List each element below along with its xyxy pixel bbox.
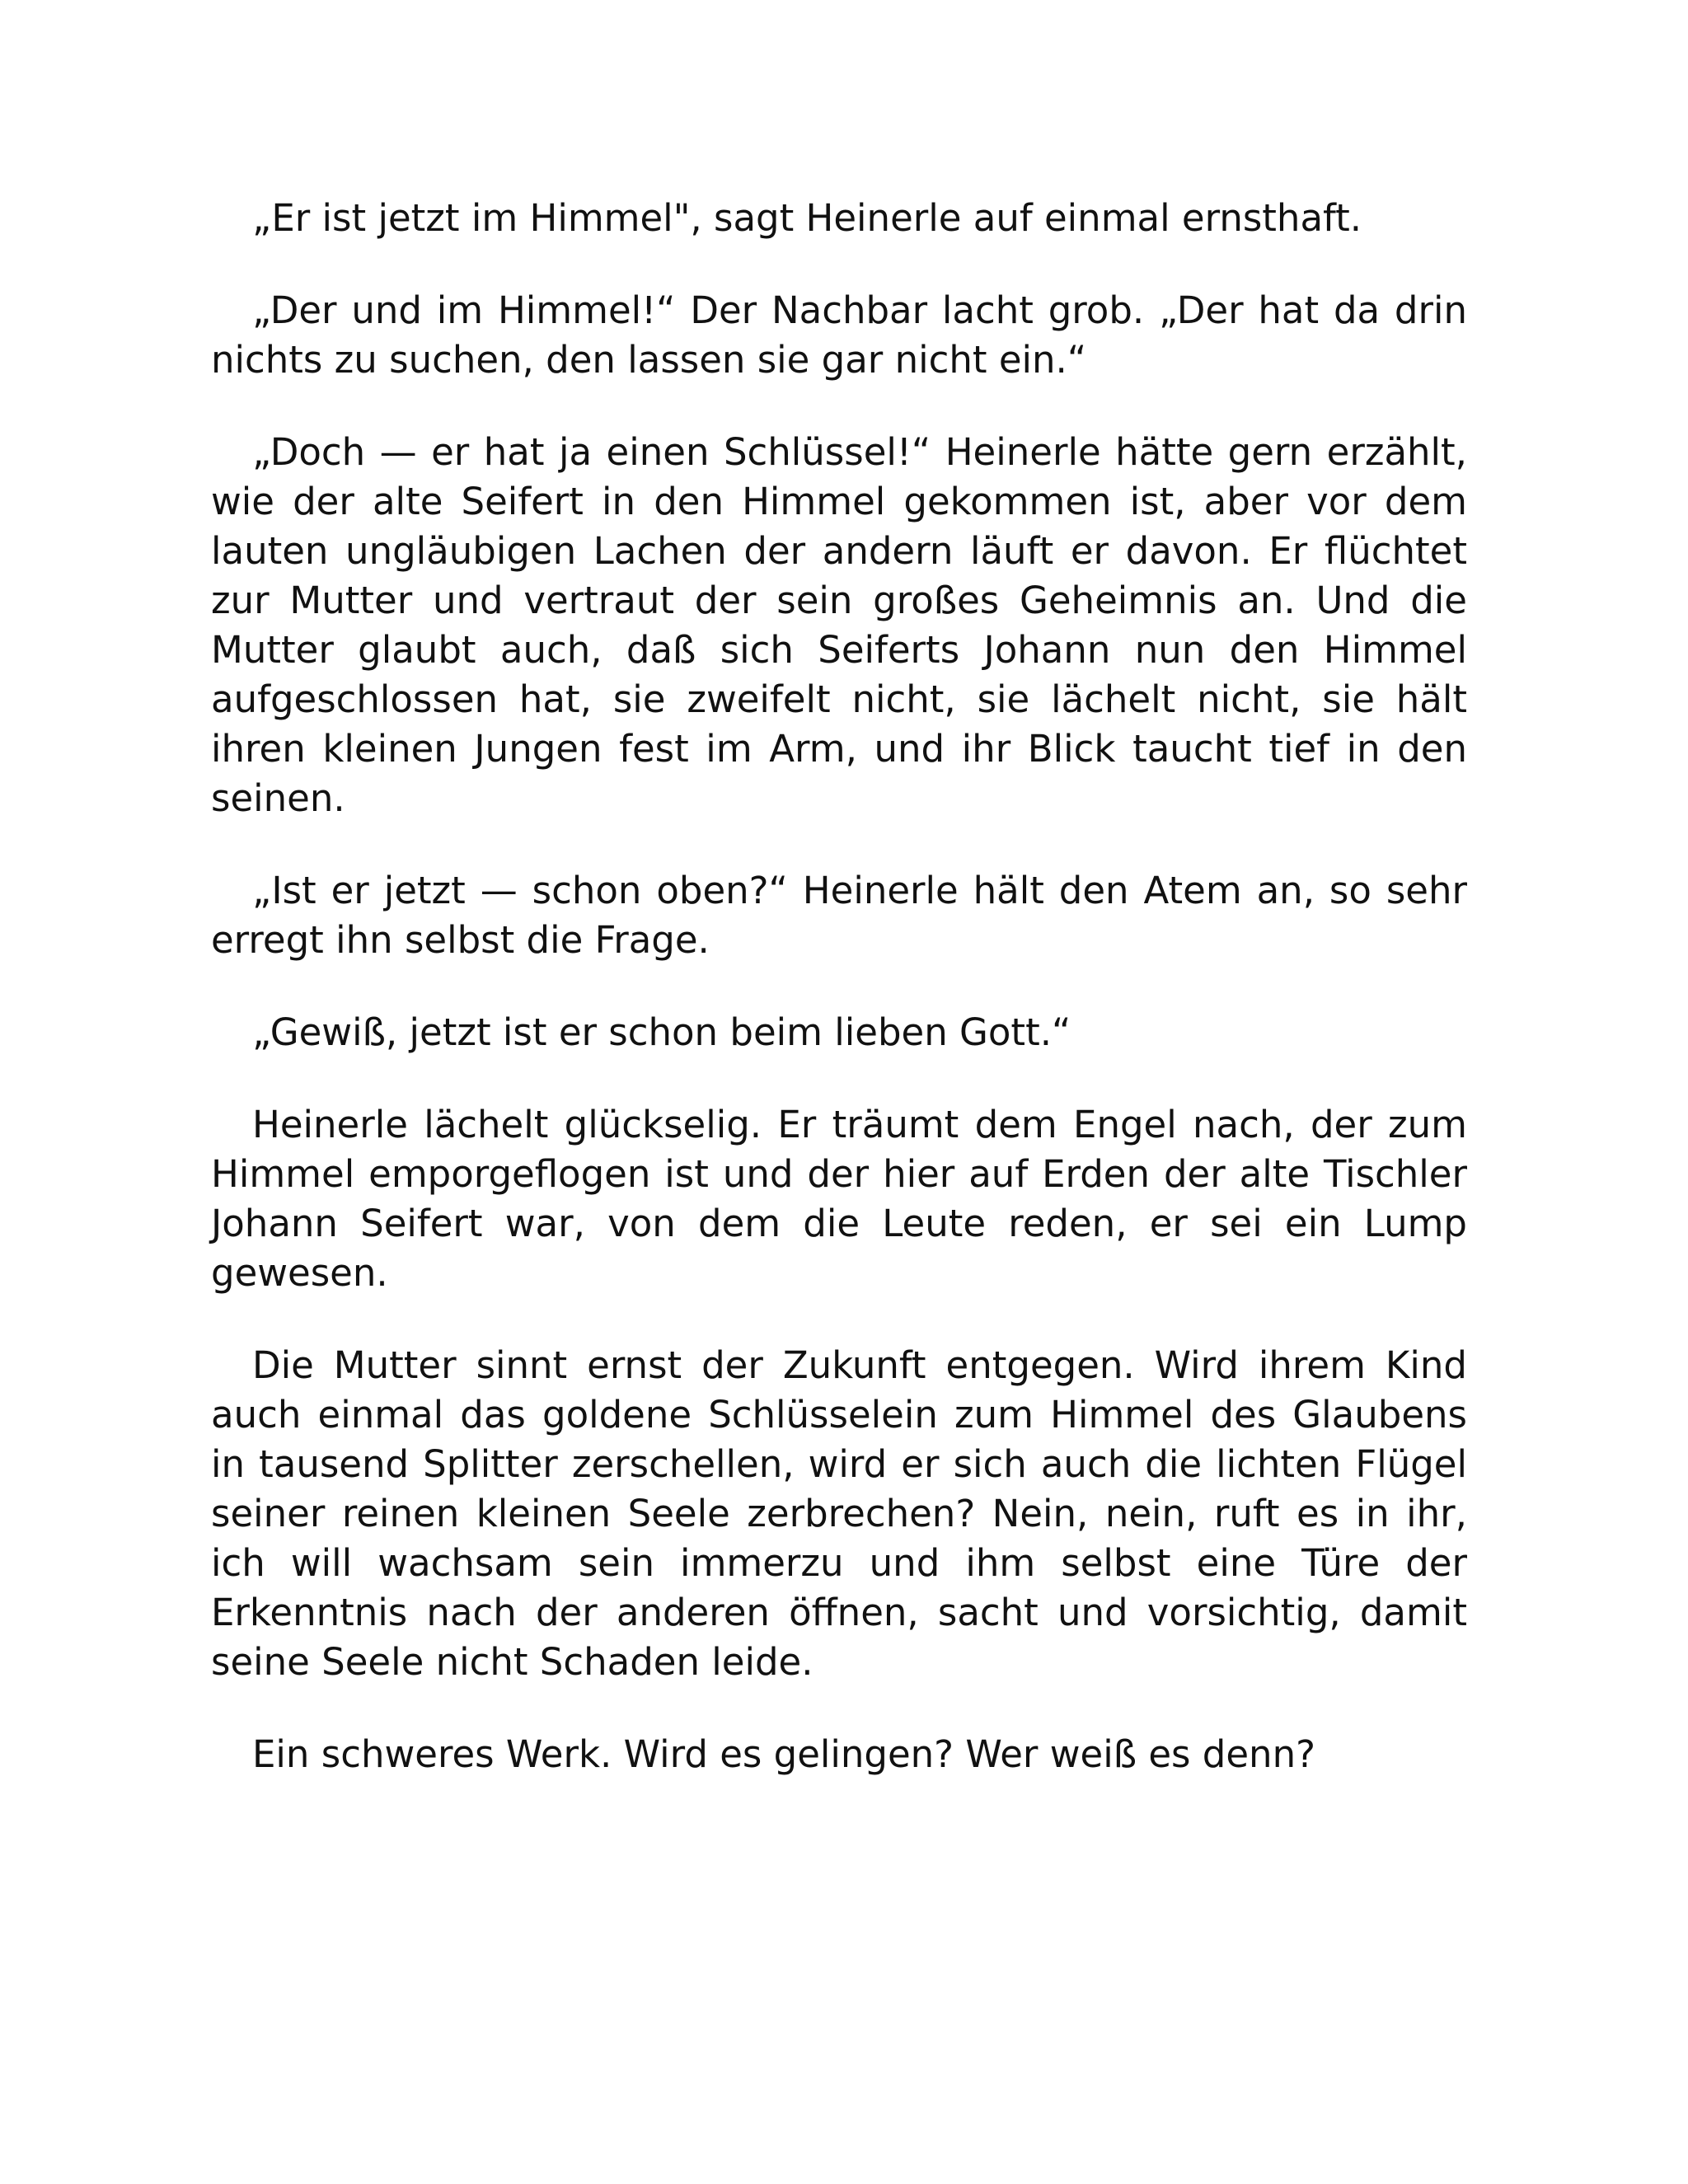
body-text (211, 194, 1467, 1822)
paragraph: Heinerle lächelt glückselig. Er träumt dem Engel nach, der zum Himmel emporgeflogen ist und der hier auf Erden der alte Tischler Johann Seifert war, von dem die Leute reden, er sei ein Lump gewesen. (211, 1103, 1467, 1295)
paragraph: Ein schweres Werk. Wird es gelingen? Wer weiß es denn? (252, 1732, 1315, 1776)
paragraph: „Doch — er hat ja einen Schlüssel!“ Heinerle hätte gern erzählt, wie der alte Seifert in den Himmel gekommen ist, aber vor dem lauten ungläubigen Lachen der andern läuft er davon. Er flüchtet zur Mutter und vertraut der sein großes Geheimnis an. Und die Mutter glaubt auch, daß sich Seiferts Johann nun den Himmel aufgeschlossen hat, sie zweifelt nicht, sie lächelt nicht, sie hält ihren kleinen Jungen fest im Arm, und ihr Blick taucht tief in den seinen. (211, 430, 1467, 820)
paragraph: Die Mutter sinnt ernst der Zukunft entgegen. Wird ihrem Kind auch einmal das goldene Schlüsselein zum Himmel des Glaubens in tausend Splitter zerschellen, wird er sich auch die lichten Flügel seiner reinen kleinen Seele zerbrechen? Nein, nein, ruft es in ihr, ich will wachsam sein immerzu und ihm selbst eine Türe der Erkenntnis nach der anderen öffnen, sacht und vorsichtig, damit seine Seele nicht Schaden leide. (211, 1343, 1467, 1684)
paragraph: „Gewiß, jetzt ist er schon beim lieben Gott.“ (252, 1010, 1071, 1054)
paragraph: „Der und im Himmel!“ Der Nachbar lacht grob. „Der hat da drin nichts zu suchen, den lassen sie gar nicht ein.“ (211, 288, 1467, 382)
paragraph: „Ist er jetzt — schon oben?“ Heinerle hält den Atem an, so sehr erregt ihn selbst die Frage. (211, 869, 1467, 962)
paragraph: „Er ist jetzt im Himmel", sagt Heinerle auf einmal ernsthaft. (252, 196, 1362, 240)
